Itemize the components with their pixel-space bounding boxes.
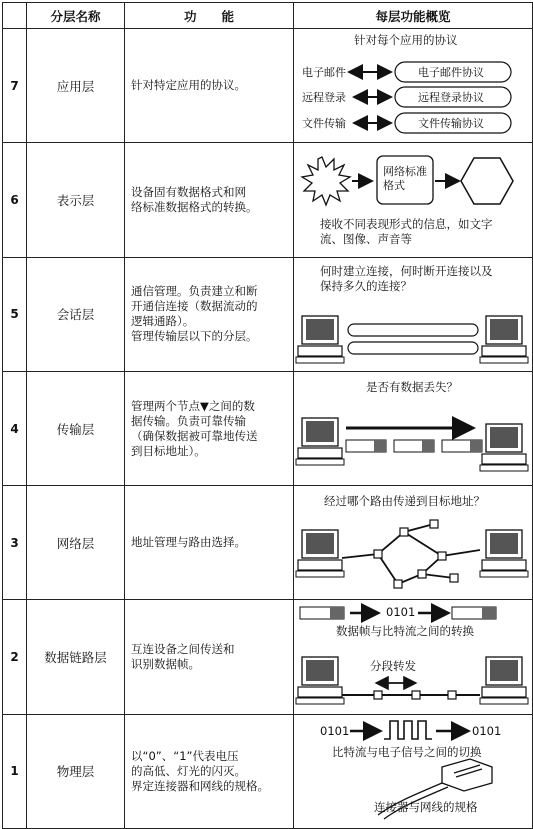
overview-caption: 比特流与电子信号之间的切换 bbox=[332, 744, 482, 759]
session-diagram bbox=[294, 258, 532, 371]
layer-number: 4 bbox=[3, 371, 27, 485]
layer-overview bbox=[294, 29, 533, 143]
network-routing-diagram bbox=[294, 486, 532, 599]
bitstream-label: 0101 bbox=[386, 604, 416, 619]
overview-caption: 经过哪个路由传递到目标地址？ bbox=[324, 494, 485, 509]
layer-overview bbox=[294, 714, 533, 828]
layer-function: 互连设备之间传送和 识别数据帧。 bbox=[125, 600, 294, 714]
table-row-layer-4 bbox=[3, 371, 533, 485]
transport-diagram bbox=[294, 372, 532, 485]
frame-left bbox=[300, 607, 344, 619]
layer-overview bbox=[294, 143, 533, 257]
layer-overview bbox=[294, 600, 533, 714]
layer-name: 会话层 bbox=[27, 257, 125, 371]
computer-icon-left bbox=[296, 418, 344, 465]
overview-caption: 数据帧与比特流之间的转换 bbox=[336, 623, 474, 638]
layer-name: 应用层 bbox=[27, 29, 125, 143]
standard-format-label: 网络标准 格式 bbox=[383, 165, 427, 193]
layer-number: 2 bbox=[3, 600, 27, 714]
layer-overview bbox=[294, 371, 533, 485]
osi-layer-table bbox=[2, 2, 533, 829]
layer-number: 6 bbox=[3, 143, 27, 257]
app-right-3: 文件传输协议 bbox=[418, 117, 484, 131]
table-row-layer-3 bbox=[3, 486, 533, 600]
header-num bbox=[3, 3, 27, 29]
layer-function: 管理两个节点▼之间的数 据传输。负责可靠传输 （确保数据被可靠地传送 到目标地址）。 bbox=[125, 371, 294, 485]
table-row-layer-2 bbox=[3, 600, 533, 714]
overview-caption: 何时建立连接，何时断开连接以及 保持多久的连接？ bbox=[320, 263, 493, 293]
app-left-2: 远程登录 bbox=[302, 91, 346, 105]
table-row-layer-7 bbox=[3, 29, 533, 143]
layer-function: 针对特定应用的协议。 bbox=[125, 29, 294, 143]
computer-icon-left bbox=[296, 530, 344, 577]
frame-right bbox=[452, 607, 496, 619]
hexagon-shape-icon bbox=[461, 158, 513, 204]
overview-caption-2: 连接器与网线的规格 bbox=[374, 799, 478, 814]
table-row-layer-6 bbox=[3, 143, 533, 257]
overview-caption: 是否有数据丢失？ bbox=[366, 380, 458, 395]
header-function: 功 能 bbox=[125, 3, 294, 29]
layer-name: 传输层 bbox=[27, 371, 125, 485]
app-left-1: 电子邮件 bbox=[302, 66, 346, 80]
layer-name: 网络层 bbox=[27, 486, 125, 600]
burst-shape-icon bbox=[302, 157, 350, 205]
table-row-layer-1 bbox=[3, 714, 533, 828]
layer-name: 数据链路层 bbox=[27, 600, 125, 714]
connection-pipe-1 bbox=[348, 324, 478, 336]
header-overview: 每层功能概览 bbox=[294, 3, 533, 29]
layer-name: 表示层 bbox=[27, 143, 125, 257]
layer-number: 5 bbox=[3, 257, 27, 371]
header-layer-name: 分层名称 bbox=[27, 3, 125, 29]
layer-overview bbox=[294, 257, 533, 371]
computer-icon-right bbox=[480, 657, 528, 704]
bits-right-label: 0101 bbox=[472, 723, 502, 738]
app-right-1: 电子邮件协议 bbox=[418, 66, 484, 80]
layer-function: 以“0”、“1”代表电压 的高低、灯光的闪灭。 界定连接器和网线的规格。 bbox=[125, 714, 294, 828]
connection-pipe-2 bbox=[348, 342, 478, 354]
computer-icon-left bbox=[296, 657, 344, 704]
overview-title: 针对每个应用的协议 bbox=[354, 33, 458, 48]
segment-forward-label: 分段转发 bbox=[370, 658, 416, 673]
layer-function: 设备固有数据格式和网 络标准数据格式的转换。 bbox=[125, 143, 294, 257]
bits-left-label: 0101 bbox=[320, 723, 350, 738]
app-left-3: 文件传输 bbox=[302, 117, 346, 131]
computer-icon-right bbox=[480, 530, 528, 577]
layer-number: 3 bbox=[3, 486, 27, 600]
computer-icon-right bbox=[480, 424, 528, 471]
layer-function: 地址管理与路由选择。 bbox=[125, 486, 294, 600]
computer-icon-left bbox=[296, 316, 344, 363]
layer-name: 物理层 bbox=[27, 714, 125, 828]
table-row-layer-5 bbox=[3, 257, 533, 371]
computer-icon-right bbox=[480, 316, 528, 363]
data-packets bbox=[346, 440, 482, 452]
signal-wave-icon bbox=[384, 721, 432, 739]
layer-overview bbox=[294, 486, 533, 600]
app-right-2: 远程登录协议 bbox=[418, 91, 484, 105]
route-graph bbox=[342, 524, 480, 584]
layer-number: 7 bbox=[3, 29, 27, 143]
overview-caption: 接收不同表现形式的信息，如文字 流、图像、声音等 bbox=[320, 217, 493, 247]
table-header-row bbox=[3, 3, 533, 29]
layer-number: 1 bbox=[3, 714, 27, 828]
layer-function: 通信管理。负责建立和断 开通信连接（数据流动的 逻辑通路）。 管理传输层以下的分层。 bbox=[125, 257, 294, 371]
